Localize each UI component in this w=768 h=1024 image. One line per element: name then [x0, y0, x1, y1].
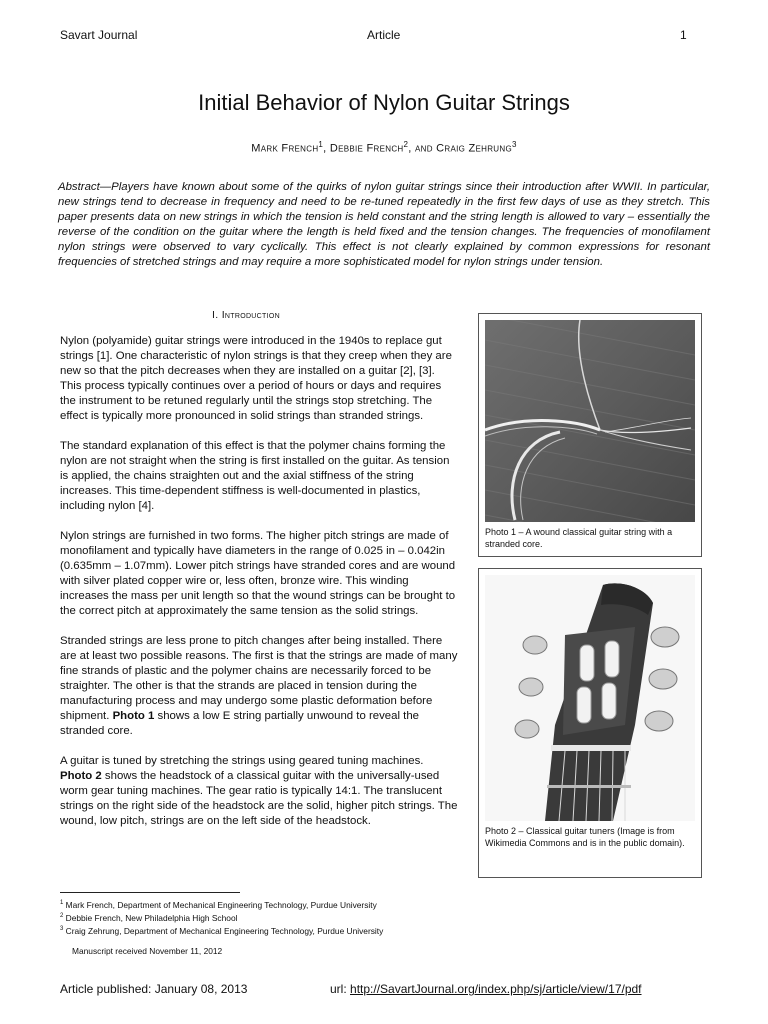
footnotes: [60, 898, 520, 936]
footnote-marker: 1: [60, 900, 64, 906]
author-1: Mark French: [251, 142, 319, 155]
photo-2-image: [485, 575, 695, 821]
author-3: Craig Zehrung: [436, 142, 512, 155]
publication-date: Article published: January 08, 2013: [60, 982, 248, 996]
paragraph: [60, 754, 458, 829]
paragraph: [60, 634, 458, 739]
author-sep-1: ,: [323, 142, 330, 155]
paragraph: The standard explanation of this effect is that the polymer chains forming the nylon are not straight when the string is first installed on the guitar. As tension is applied, the chains straighten out and the axial stiffness of the string increases. This time-dependent stiffness is well-documented in plastics, including nylon [4].: [60, 440, 450, 512]
journal-name: Savart Journal: [60, 28, 138, 42]
footnote-divider: [60, 892, 240, 893]
footnote-marker: 3: [60, 925, 64, 932]
paragraph-text: shows a low E string partially unwound to reveal the stranded core.: [60, 710, 419, 737]
footnote: [60, 898, 520, 911]
body-text: [60, 334, 458, 844]
url-link[interactable]: http://SavartJournal.org/index.php/sj/article/view/17/pdf: [350, 982, 642, 996]
section-heading: I. Introduction: [212, 309, 280, 321]
author-list: [0, 140, 768, 155]
paragraph: Nylon strings are furnished in two forms. The higher pitch strings are made of monofilament and typically have diameters in the range of 0.025 in – 0.042in (0.635mm – 1.07mm). Lower pitch strings have stranded cores and are wound with silver plated copper wire or, less often, bronze wire. This winding increases the mass per unit length so that the wound strings can be brought to the correct pitch at approximately the same tension as the solid strings.: [60, 530, 456, 617]
author-2-affil: 2: [403, 140, 409, 149]
manuscript-received: Manuscript received November 11, 2012: [72, 946, 223, 956]
author-3-affil: 3: [511, 140, 517, 149]
paragraph: Nylon (polyamide) guitar strings were introduced in the 1940s to replace gut strings [1]. One characteristic of nylon strings is that they creep when they are new so that the pitch decreases when they are installed on a guitar [2], [3]. This process typically continues over a period of hours or days and requires the instrument to be retuned regularly until the strings stop stretching. The effect is typically more pronounced in solid strings than stranded strings.: [60, 335, 452, 422]
footnote: [60, 911, 520, 924]
photo-1-caption: Photo 1 – A wound classical guitar string with a stranded core.: [485, 527, 673, 549]
author-2: Debbie French: [329, 142, 404, 155]
footnote-text: Mark French, Department of Mechanical Engineering Technology, Purdue University: [63, 899, 377, 910]
url-label: url:: [330, 982, 351, 996]
footnote-marker: 2: [60, 912, 64, 919]
article-type: Article: [367, 28, 401, 42]
author-1-affil: 1: [318, 140, 324, 149]
photo-2-caption: Photo 2 – Classical guitar tuners (Image is from Wikimedia Commons and is in the public domain).: [485, 826, 685, 848]
footnote: [60, 924, 520, 937]
photo-2-figure: [478, 568, 702, 878]
footnote-text: Debbie French, New Philadelphia High School: [63, 912, 238, 923]
footnote-text: Craig Zehrung, Department of Mechanical Engineering Technology, Purdue University: [63, 925, 384, 936]
page-number: 1: [680, 28, 687, 42]
abstract: Abstract—Players have known about some of the quirks of nylon guitar strings since their introduction after WWII. In particular, new strings tend to decrease in frequency and need to be re-tuned repeatedly in the first few days of use as they stretch. This paper presents data on new strings in which the tension is held constant and the string length is allowed to vary – essentially the reverse of the condition on the guitar where the length is held fixed and the tension changes. The frequencies of monofilament nylon strings were observed to vary cyclically. This effect is not clearly explained by common expressions for resonant frequencies of stretched strings and may require a more sophisticated model for nylon strings under tension.: [58, 181, 710, 268]
article-url: [330, 982, 642, 996]
paragraph-text: Stranded strings are less prone to pitch changes after being installed. There are at least two possible reasons. The first is that the strings are made of many fine strands of plastic and the polymer chains are necessarily forced to be straighter. The other is that the strands are placed in tension during the manufacturing process and may undergo some plastic deformation before shipment.: [60, 635, 458, 722]
paragraph-text: shows the headstock of a classical guitar with the universally-used worm gear tuning machines. The gear ratio is typically 14:1. The translucent strings on the right side of the headstock are the solid, higher pitch strings. The wound, low pitch, strings are on the left side of the headstock.: [60, 770, 458, 827]
author-sep-2: , and: [408, 142, 437, 155]
photo-2-reference: Photo 2: [60, 770, 102, 782]
paper-title: Initial Behavior of Nylon Guitar Strings: [198, 90, 570, 115]
photo-1-image: [485, 320, 695, 522]
paragraph-text: A guitar is tuned by stretching the strings using geared tuning machines.: [60, 755, 424, 767]
photo-1-figure: [478, 313, 702, 557]
photo-1-reference: Photo 1: [112, 710, 155, 722]
